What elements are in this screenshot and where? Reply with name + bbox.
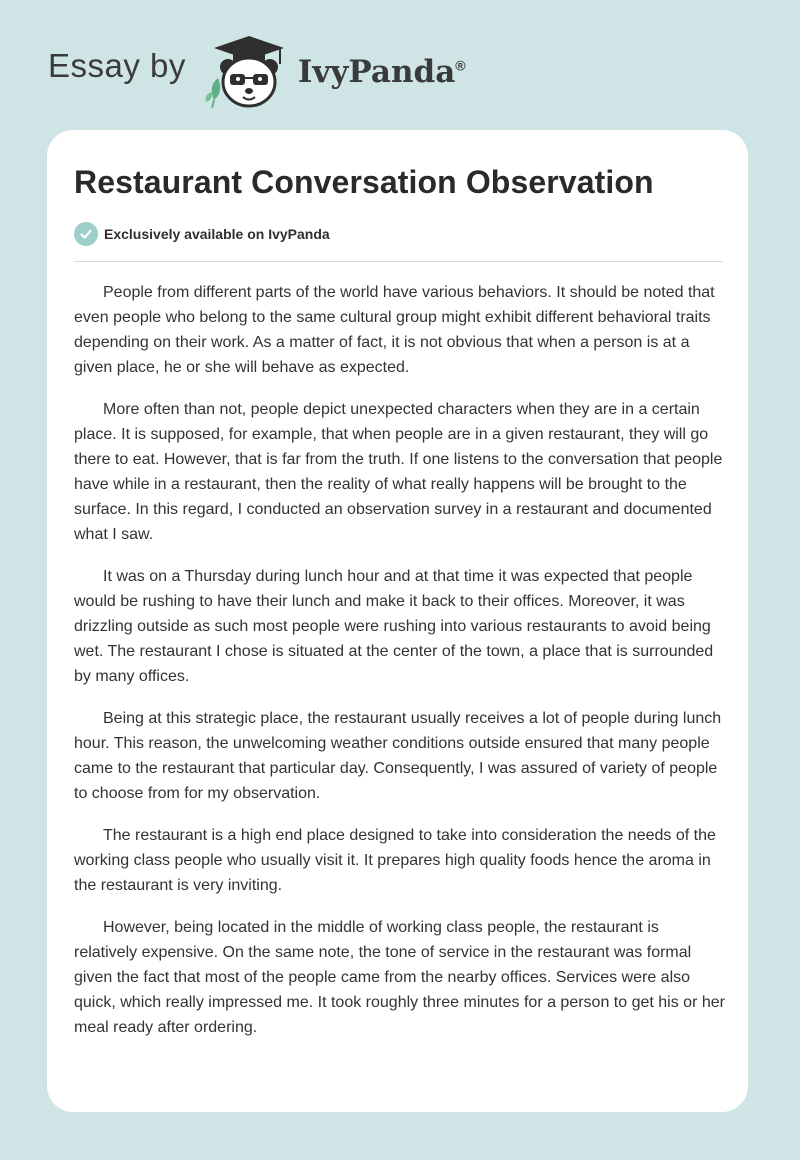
brand-header[interactable]	[48, 34, 466, 110]
paragraph: However, being located in the middle of working class people, the restaurant is relatively expensive. On the same note, the tone of service in the restaurant was formal given the fact that most of the people came from the nearby offices. Services were also quick, which really impressed me. It took roughly three minutes for a person to get his or her meal ready after ordering.	[74, 919, 725, 1036]
ivypanda-logo-icon	[204, 34, 294, 110]
paragraph: Being at this strategic place, the restaurant usually receives a lot of people during lunch hour. This reason, the unwelcoming weather conditions outside ensured that many people came to the restaurant that particular day. Consequently, I was assured of variety of people to choose from for my observation.	[74, 710, 722, 802]
essay-by-label: Essay by	[48, 47, 186, 84]
exclusive-badge	[74, 222, 330, 246]
essay-body	[74, 280, 726, 1057]
paragraph: People from different parts of the world have various behaviors. It should be noted that even people who belong to the same cultural group might exhibit different behavioral traits depending on their work. As a matter of fact, it is not obvious that when a person is at a given place, he or she will behave as expected.	[74, 284, 715, 376]
essay-card	[47, 130, 748, 1112]
exclusive-badge-label: Exclusively available on IvyPanda	[104, 226, 330, 242]
brand-name	[298, 54, 466, 90]
divider	[74, 261, 723, 262]
paragraph: More often than not, people depict unexpected characters when they are in a certain place. It is supposed, for example, that when people are in a given restaurant, they will go there to eat. However, that is far from the truth. If one listens to the conversation that people have while in a restaurant, then the reality of what really happens will be brought to the surface. In this regard, I conducted an observation survey in a restaurant and documented what I saw.	[74, 401, 723, 543]
paragraph: The restaurant is a high end place designed to take into consideration the needs of the working class people who usually visit it. It prepares high quality foods hence the aroma in the restaurant is very inviting.	[74, 827, 716, 894]
paragraph: It was on a Thursday during lunch hour and at that time it was expected that people would be rushing to have their lunch and make it back to their offices. Moreover, it was drizzling outside as such most people were rushing into various restaurants to avoid being wet. The restaurant I chose is situated at the center of the town, a place that is surrounded by many offices.	[74, 568, 714, 685]
page-title: Restaurant Conversation Observation	[74, 164, 654, 200]
checkmark-icon	[74, 222, 98, 246]
registered-mark: ®	[455, 57, 466, 74]
brand-name-text: IvyPanda	[297, 54, 456, 90]
